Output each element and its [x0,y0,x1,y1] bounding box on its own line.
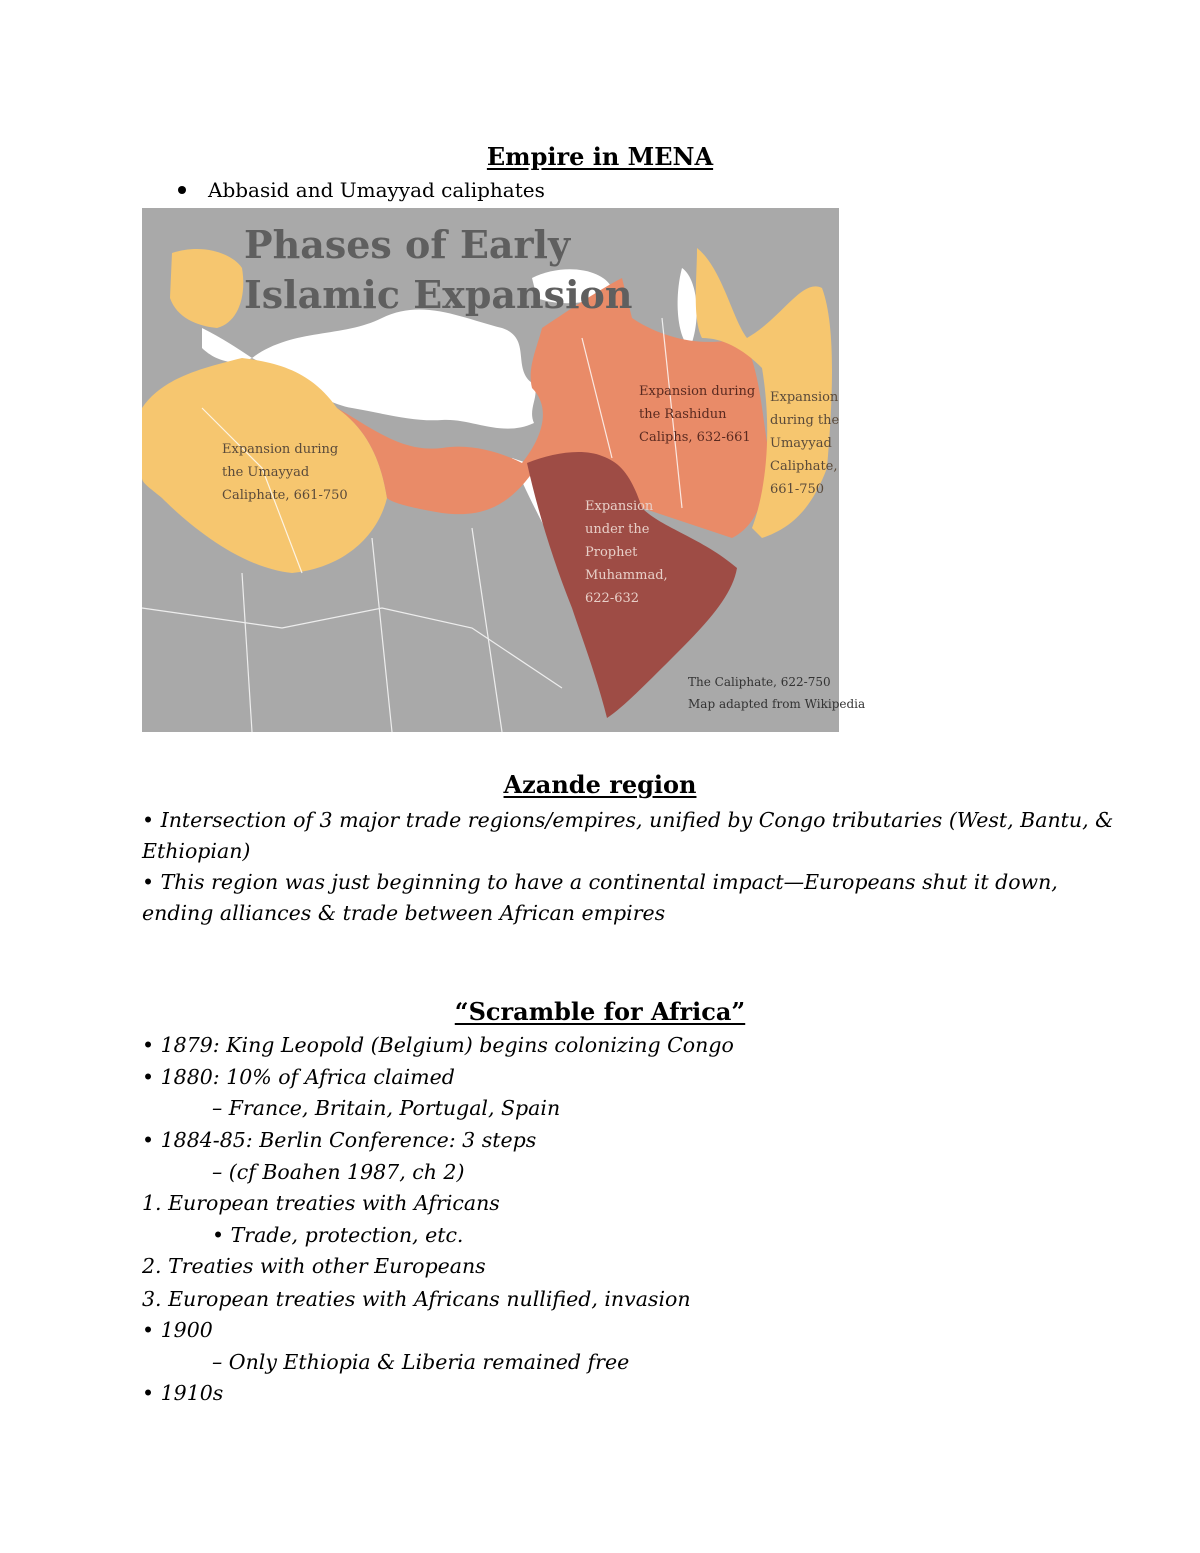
scramble-line-2: • 1880: 10% of Africa claimed [142,1065,455,1089]
section-title-azande: Azande region [503,770,697,799]
label-prophet-1: Expansion [585,499,654,514]
islamic-expansion-map [142,208,866,732]
scramble-line-5: – (cf Boahen 1987, ch 2) [212,1160,465,1184]
azande-line-2: Ethiopian) [142,839,251,863]
scramble-line-11: – Only Ethiopia & Liberia remained free [212,1350,630,1374]
scramble-line-12: • 1910s [142,1381,224,1405]
label-umayyad-west-3: Caliphate, 661-750 [222,488,348,503]
section-title-scramble: “Scramble for Africa” [454,997,746,1026]
map-title-line1: Phases of Early [244,222,571,267]
bullet-caliphates [178,178,545,202]
azande-line-4: ending alliances & trade between African empires [142,901,666,925]
label-rashidun-1: Expansion during [639,384,756,399]
label-umayyad-east-2: during the [770,413,840,428]
map-credit-line2: Map adapted from Wikipedia [688,697,866,711]
azande-line-1: • Intersection of 3 major trade regions/empires, unified by Congo tributaries (West, Bantu, & [142,808,1114,832]
scramble-line-4: • 1884-85: Berlin Conference: 3 steps [142,1128,537,1152]
scramble-line-1: • 1879: King Leopold (Belgium) begins colonizing Congo [142,1033,734,1057]
label-prophet-4: Muhammad, [585,568,668,583]
scramble-line-9: 3. European treaties with Africans nullified, invasion [142,1287,691,1311]
label-rashidun-2: the Rashidun [639,407,727,422]
label-prophet-5: 622-632 [585,591,640,606]
label-prophet-3: Prophet [585,545,638,560]
label-umayyad-east-1: Expansion [770,390,839,405]
scramble-line-7: • Trade, protection, etc. [212,1223,464,1247]
azande-line-3: • This region was just beginning to have a continental impact—Europeans shut it down, [142,870,1058,894]
label-prophet-2: under the [585,522,650,537]
scramble-line-10: • 1900 [142,1318,213,1342]
map-title-line2: Islamic Expansion [244,272,633,317]
label-umayyad-west-2: the Umayyad [222,465,310,480]
section-title-mena: Empire in MENA [486,142,714,171]
scramble-line-8: 2. Treaties with other Europeans [142,1254,486,1278]
label-umayyad-east-4: Caliphate, [770,459,838,474]
map-credit-line1: The Caliphate, 622-750 [688,675,831,689]
bullet-caliphates-text: Abbasid and Umayyad caliphates [208,178,545,202]
label-umayyad-east-5: 661-750 [770,482,825,497]
label-umayyad-east-3: Umayyad [770,436,832,451]
scramble-line-6: 1. European treaties with Africans [142,1191,500,1215]
label-rashidun-3: Caliphs, 632-661 [639,430,751,445]
label-umayyad-west-1: Expansion during [222,442,339,457]
bullet-dot-icon [178,186,186,194]
scramble-line-3: – France, Britain, Portugal, Spain [212,1096,561,1120]
